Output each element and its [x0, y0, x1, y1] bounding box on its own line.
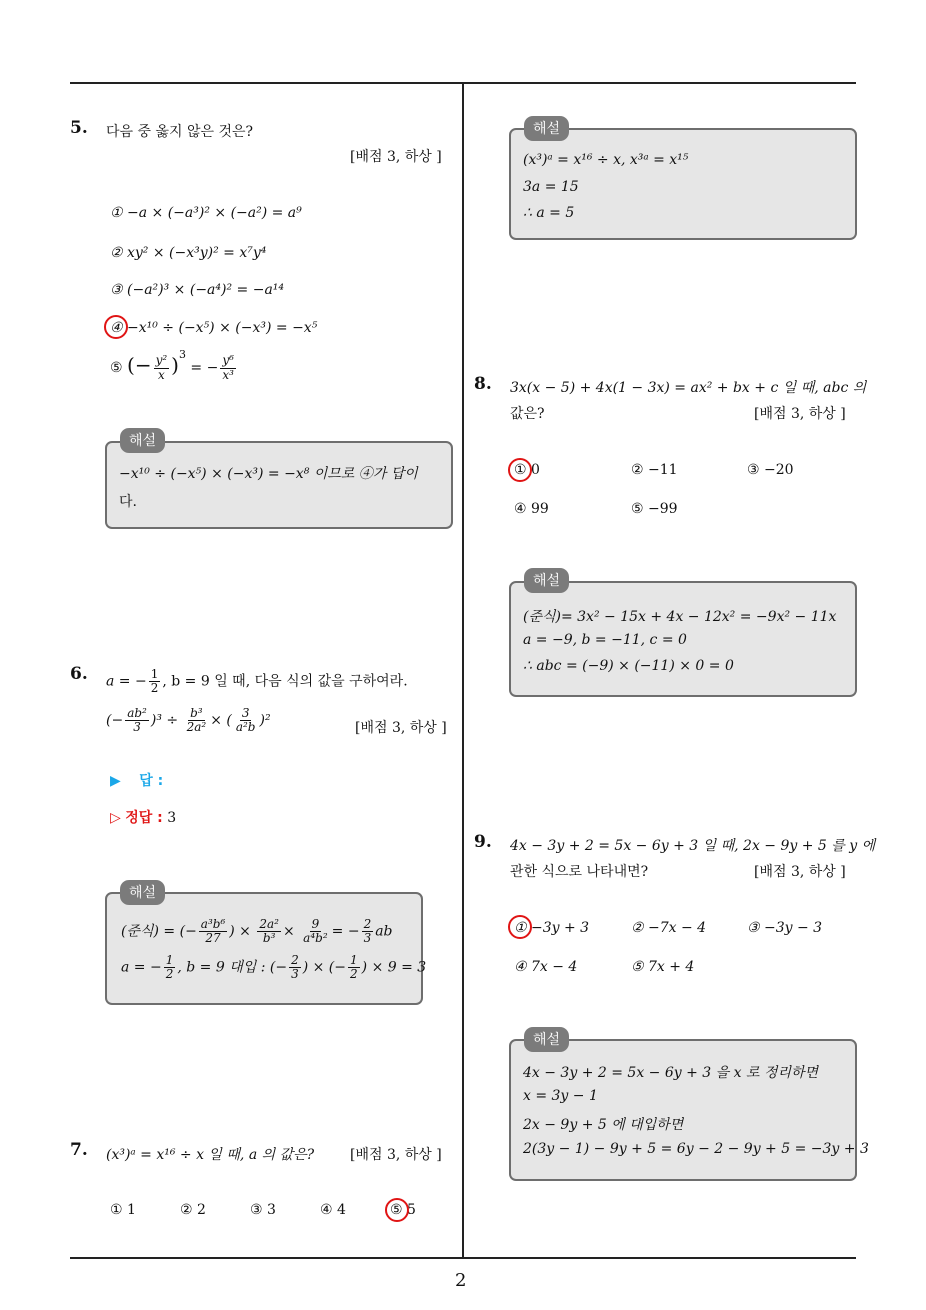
q7-option-2[interactable]: ② 2	[180, 1202, 206, 1218]
q8-option-5[interactable]: ⑤ −99	[631, 501, 678, 517]
q5-option-5[interactable]: ⑤ (− $\frac{\text{y²}}{x}$ )$^3$ = − $\frac{\text{y⁶}}{\text{x³}}$	[110, 348, 234, 382]
q6-score: [배점 3, 하상 ]	[355, 720, 447, 736]
q5-number: 5.	[70, 118, 88, 138]
q6-sol-l1-f4d: 3	[363, 931, 372, 946]
q6-text-b: , b = 9 일 때, 다음 식의 값을 구하여라.	[162, 673, 408, 690]
q9-number: 9.	[474, 832, 492, 852]
q9-option-3[interactable]: ③ −3y − 3	[747, 920, 823, 936]
q6-sol-l2-f3n: 1	[350, 953, 358, 967]
q6-expr-end: )²	[259, 712, 271, 729]
q6-expr-mid1: )³ ÷	[150, 712, 179, 729]
q6-expr-mid2: × (	[210, 712, 232, 729]
q5-opt5-rden: x³	[222, 367, 234, 382]
q8-option-1[interactable]: ① 0	[514, 462, 540, 478]
q7-solution-box	[509, 128, 857, 240]
q6-question	[106, 668, 408, 695]
q9-option-4[interactable]: ④ 7x − 4	[514, 959, 578, 975]
q6-sol-l2-f2d: 3	[291, 967, 299, 982]
q9-solution-line-4: 2(3y − 1) − 9y + 5 = 6y − 2 − 9y + 5 = −3y + 3	[523, 1141, 869, 1157]
q5-option-3[interactable]: ③ (−a²)³ × (−a⁴)² = −a¹⁴	[110, 282, 285, 298]
q7-question: (x³)ᵃ = x¹⁶ ÷ x 일 때, a 의 값은?	[106, 1147, 315, 1163]
q7-solution-line-3: ∴ a = 5	[523, 205, 575, 221]
q6-answer-row[interactable]	[110, 770, 163, 790]
q7-option-1[interactable]: ① 1	[110, 1202, 136, 1218]
q9-solution-line-3: 2x − 9y + 5 에 대입하면	[523, 1117, 684, 1133]
column-divider	[462, 83, 464, 1258]
q9-score: [배점 3, 하상 ]	[754, 864, 846, 880]
q6-sol-l2-b: , b = 9 대입 : (−	[177, 959, 288, 976]
q7-solution-tab: 해설	[524, 116, 569, 141]
q9-question-line-1: 4x − 3y + 2 = 5x − 6y + 3 일 때, 2x − 9y + 5 를 y 에	[510, 838, 876, 854]
q5-solution-line-2: 다.	[119, 494, 137, 510]
q6-expr-f1d: 3	[133, 720, 141, 735]
q9-option-1[interactable]: ① −3y + 3	[514, 920, 590, 936]
q6-expr-f3d: a²b	[235, 720, 256, 735]
q7-solution-line-2: 3a = 15	[523, 179, 579, 195]
q9-solution-box	[509, 1039, 869, 1181]
q6-frac-n: 1	[150, 667, 159, 681]
q5-option-1[interactable]: ① −a × (−a³)² × (−a²) = a⁹	[110, 205, 302, 221]
q6-number: 6.	[70, 664, 88, 684]
q6-frac-d: 2	[150, 681, 159, 696]
q8-question-line-2: 값은?	[510, 406, 545, 422]
q5-answer-circle	[104, 315, 128, 339]
q6-text-a: a = −	[106, 673, 147, 690]
q7-number: 7.	[70, 1140, 88, 1160]
q8-question-line-1: 3x(x − 5) + 4x(1 − 3x) = ax² + bx + c 일 때, abc 의	[510, 380, 867, 396]
q6-correct-answer-row	[110, 807, 176, 827]
q6-solution-line-2	[121, 954, 426, 981]
q6-sol-l1-f3n: 9	[311, 917, 320, 931]
q6-sol-l2-f1d: 2	[165, 967, 174, 982]
page-number: 2	[455, 1270, 467, 1291]
q5-opt5-num: y²	[155, 353, 168, 368]
q5-solution-tab: 해설	[120, 428, 165, 453]
q7-option-5[interactable]: ⑤ 5	[390, 1202, 416, 1218]
q9-solution-line-2: x = 3y − 1	[523, 1088, 598, 1104]
q6-sol-l1-f2d: b³	[262, 931, 276, 946]
q5-solution-line-1: −x¹⁰ ÷ (−x⁵) × (−x³) = −x⁸ 이므로 ④가 답이	[119, 466, 418, 482]
q6-correct-marker: ▷	[110, 810, 121, 826]
q8-score: [배점 3, 하상 ]	[754, 406, 846, 422]
q6-correct-label: 정답 :	[125, 810, 163, 826]
q7-score: [배점 3, 하상 ]	[350, 1147, 442, 1163]
q8-option-2[interactable]: ② −11	[631, 462, 678, 478]
q6-sol-l2-d: ) × 9 = 3	[361, 959, 427, 976]
q6-expr-f1n: ab²	[127, 706, 147, 720]
q6-sol-l1-c: ×	[282, 923, 295, 940]
q6-answer-marker: ▶	[110, 773, 121, 789]
q6-sol-l1-f2n: 2a²	[259, 917, 279, 931]
q7-option-3[interactable]: ③ 3	[250, 1202, 276, 1218]
q9-question-line-2: 관한 식으로 나타내면?	[510, 864, 649, 880]
q6-expr-f3n: 3	[241, 706, 250, 720]
q7-option-4[interactable]: ④ 4	[320, 1202, 346, 1218]
q6-expression	[106, 707, 271, 734]
q8-option-3[interactable]: ③ −20	[747, 462, 794, 478]
q6-sol-l1-f4n: 2	[363, 917, 372, 931]
q5-option-2[interactable]: ② xy² × (−x³y)² = x⁷y⁴	[110, 245, 267, 261]
q6-sol-l1-f1n: a³b⁶	[200, 917, 226, 931]
q5-opt5-den: x	[157, 367, 165, 382]
q8-option-4[interactable]: ④ 99	[514, 501, 549, 517]
q5-score: [배점 3, 하상 ]	[350, 149, 442, 165]
q6-expr-open: (−	[106, 712, 124, 729]
q6-sol-l2-f2n: 2	[291, 953, 299, 967]
q6-sol-l2-f1n: 1	[165, 953, 174, 967]
q6-sol-l1-f3d: a⁴b²	[303, 931, 328, 946]
q6-sol-l1-a: (준식) = (−	[121, 923, 197, 940]
q6-expr-f2d: 2a²	[186, 720, 207, 735]
q6-sol-l1-e: ab	[375, 923, 393, 940]
q8-solution-line-1: (준식)= 3x² − 15x + 4x − 12x² = −9x² − 11x	[523, 609, 837, 625]
q5-question: 다음 중 옳지 않은 것은?	[106, 124, 254, 140]
q8-solution-line-3: ∴ abc = (−9) × (−11) × 0 = 0	[523, 658, 734, 674]
q6-sol-l1-f1d: 27	[205, 931, 221, 946]
q6-solution-tab: 해설	[120, 880, 165, 905]
q9-answer-circle	[508, 915, 532, 939]
q6-solution-line-1	[121, 918, 393, 945]
q5-option-4[interactable]: ④ −x¹⁰ ÷ (−x⁵) × (−x³) = −x⁵	[110, 320, 318, 336]
q8-number: 8.	[474, 374, 492, 394]
q9-solution-line-1: 4x − 3y + 2 = 5x − 6y + 3 을 x 로 정리하면	[523, 1065, 819, 1081]
q6-sol-l2-f3d: 2	[350, 967, 358, 982]
q6-expr-f2n: b³	[190, 706, 203, 720]
q6-sol-l1-d: = −	[331, 923, 360, 940]
q6-solution-box	[105, 892, 427, 1005]
q9-solution-tab: 해설	[524, 1027, 569, 1052]
q5-opt5-rnum: y⁶	[222, 353, 234, 368]
q8-answer-circle	[508, 458, 532, 482]
q5-opt5-exp: 3	[178, 348, 186, 361]
q7-solution-line-1: (x³)ᵃ = x¹⁶ ÷ x, x³ᵃ = x¹⁵	[523, 152, 689, 168]
q9-option-5[interactable]: ⑤ 7x + 4	[631, 959, 695, 975]
q5-option-5-prefix: ⑤	[110, 360, 123, 376]
q6-answer-label: 답 :	[139, 773, 164, 789]
q8-solution-tab: 해설	[524, 568, 569, 593]
q8-solution-line-2: a = −9, b = −11, c = 0	[523, 632, 687, 648]
q6-sol-l2-a: a = −	[121, 959, 162, 976]
q7-answer-circle	[385, 1198, 409, 1222]
q9-option-2[interactable]: ② −7x − 4	[631, 920, 707, 936]
q6-sol-l2-c: ) × (−	[302, 959, 347, 976]
q6-sol-l1-b: ) ×	[229, 923, 251, 940]
q5-solution-box	[105, 441, 453, 529]
q8-solution-box	[509, 581, 857, 697]
q6-correct-value: 3	[167, 810, 177, 826]
